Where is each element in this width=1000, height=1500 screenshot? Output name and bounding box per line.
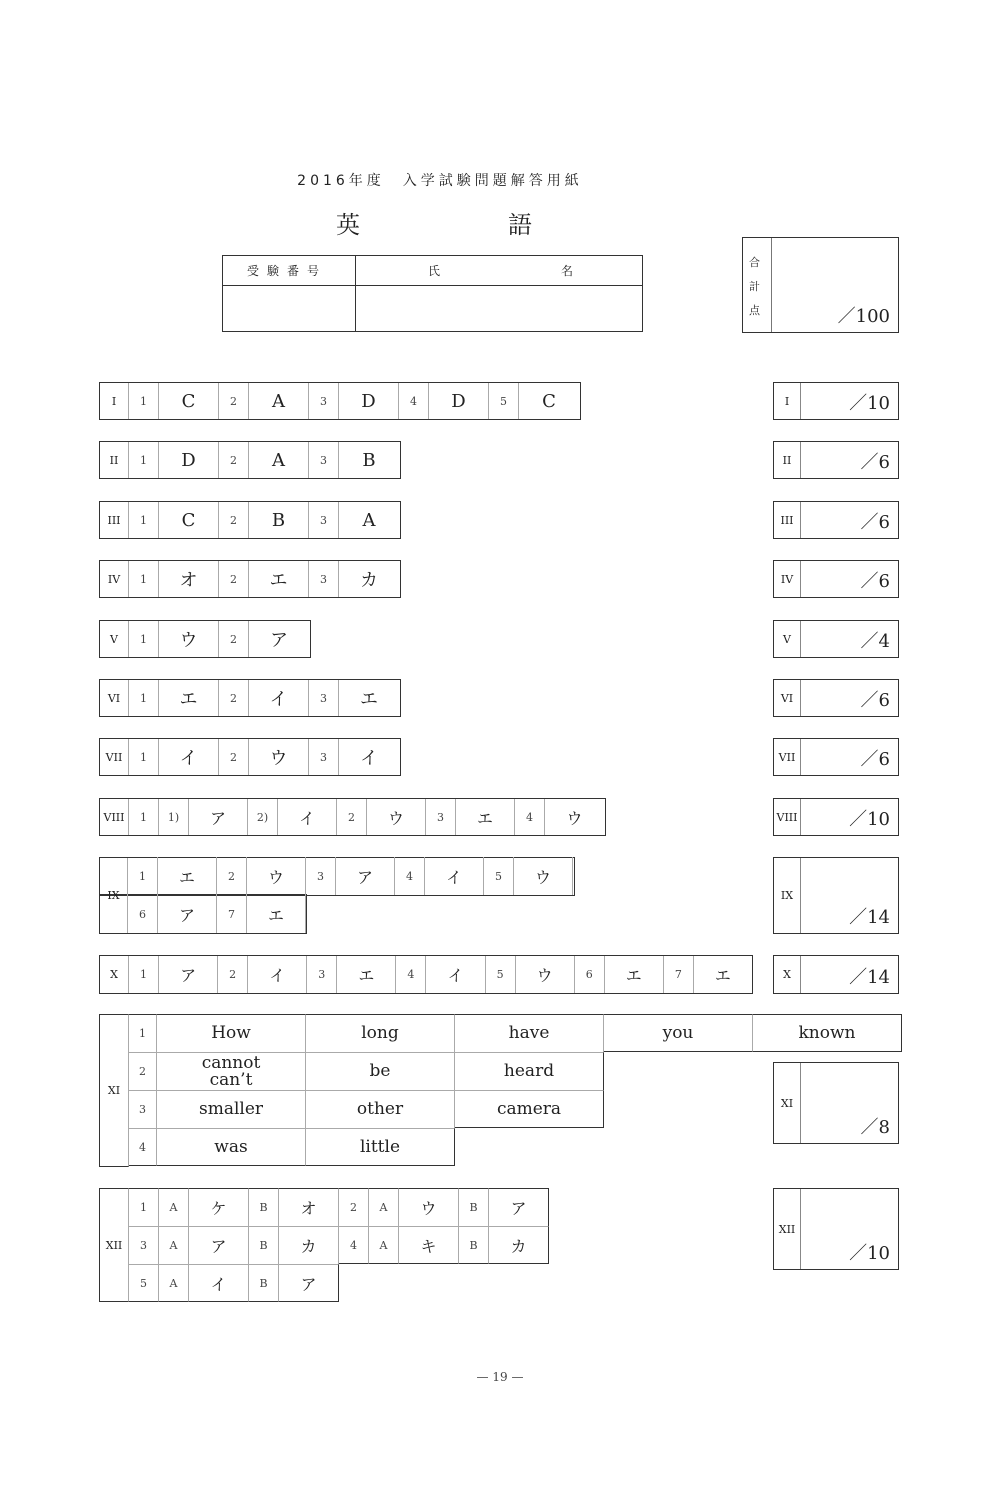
question-number: 3 — [129, 1226, 159, 1264]
blank-letter: B — [249, 1264, 279, 1302]
question-number: 5 — [129, 1264, 159, 1302]
answer-cell[interactable]: エ — [360, 689, 378, 710]
score-box-vii — [773, 738, 899, 776]
answer-cell[interactable]: D — [339, 383, 399, 419]
section-score: ／10 — [849, 393, 890, 414]
score-box-divider — [800, 1063, 801, 1143]
answer-cell[interactable]: エ — [456, 799, 515, 835]
answer-cell[interactable]: A — [249, 442, 309, 478]
section-score: ／6 — [860, 749, 890, 770]
section-label: II — [782, 453, 792, 467]
question-number: 1 — [129, 956, 159, 993]
section-label: IV — [100, 561, 129, 597]
score-box-divider — [800, 956, 801, 993]
score-box-x — [773, 955, 899, 994]
question-number: 3 — [309, 442, 339, 478]
answer-cell[interactable]: イ — [248, 956, 307, 993]
answer-cell[interactable]: エ — [337, 956, 396, 993]
answer-cell[interactable]: カ — [360, 570, 378, 591]
section-label: V — [783, 632, 791, 646]
answer-cell[interactable]: エ — [714, 966, 731, 985]
answer-row-i — [99, 382, 581, 420]
question-number: 2 — [218, 956, 248, 993]
answer-row-iii — [99, 501, 401, 539]
subject-char-1: 英 — [336, 211, 360, 239]
score-box-divider — [800, 799, 801, 835]
word-answer-cell[interactable]: have — [455, 1014, 604, 1052]
answer-cell[interactable]: ア — [279, 1264, 339, 1302]
section-score: ／14 — [849, 967, 890, 988]
section-score: ／6 — [860, 571, 890, 592]
answer-cell[interactable]: ウ — [247, 857, 306, 895]
word-answer-cell[interactable]: other — [306, 1090, 455, 1128]
total-label-1: 合 — [749, 256, 760, 269]
answer-cell[interactable]: A — [249, 383, 309, 419]
blank-letter: A — [159, 1188, 189, 1226]
section-label: X — [783, 968, 791, 981]
answer-cell[interactable]: イ — [360, 748, 378, 769]
exam-number-field[interactable] — [223, 286, 354, 331]
question-number: 4 — [395, 857, 425, 895]
section-label: I — [784, 394, 790, 408]
answer-cell[interactable]: エ — [605, 956, 664, 993]
score-box-divider — [800, 1189, 801, 1269]
score-box-divider — [800, 383, 801, 419]
section-label: III — [100, 502, 129, 538]
answer-row-viii — [99, 798, 606, 836]
question-number: 3 — [309, 502, 339, 538]
question-number: 3 — [309, 680, 339, 716]
word-answer-cell[interactable]: smaller — [157, 1090, 306, 1128]
total-label-3: 点 — [749, 304, 760, 317]
question-number: 2 — [217, 857, 247, 895]
answer-cell[interactable]: ウ — [159, 621, 219, 657]
blank-letter: A — [159, 1264, 189, 1302]
answer-block-ix — [99, 857, 575, 934]
score-box-ix — [773, 857, 899, 934]
word-answer-cell[interactable]: cannot can’t — [157, 1052, 306, 1090]
question-number: 7 — [664, 956, 694, 993]
answer-cell[interactable]: D — [429, 383, 489, 419]
word-answer-cell[interactable]: known — [753, 1014, 902, 1052]
question-number: 7 — [217, 895, 247, 933]
question-number: 6 — [575, 956, 605, 993]
answer-cell[interactable]: ウ — [399, 1188, 459, 1226]
question-number: 1 — [129, 739, 159, 775]
score-box-xi — [773, 1062, 899, 1144]
answer-row-ii — [99, 441, 401, 479]
total-score-box — [742, 237, 899, 333]
answer-row-vi — [99, 679, 401, 717]
score-box-divider — [800, 680, 801, 716]
answer-cell[interactable]: C — [159, 502, 219, 538]
section-label: X — [100, 956, 129, 993]
question-number: 2 — [129, 1052, 157, 1090]
word-answer-cell[interactable]: long — [306, 1014, 455, 1052]
section-label: I — [100, 383, 129, 419]
question-number: 2 — [219, 502, 249, 538]
question-number: 1 — [129, 680, 159, 716]
question-number: 6 — [128, 895, 158, 933]
examinee-info-table — [222, 255, 643, 332]
question-number: 2 — [219, 621, 249, 657]
answer-cell[interactable]: カ — [279, 1226, 339, 1264]
answer-cell[interactable]: エ — [249, 561, 309, 597]
word-answer-cell[interactable]: be — [306, 1052, 455, 1090]
sheet-title: 2016年度 入学試験問題解答用紙 — [297, 173, 583, 189]
question-number: 1 — [129, 621, 159, 657]
question-number: 3 — [309, 561, 339, 597]
answer-cell[interactable]: ア — [336, 857, 395, 895]
answer-cell[interactable]: オ — [159, 561, 219, 597]
score-box-v — [773, 620, 899, 658]
answer-cell[interactable]: ア — [158, 895, 217, 933]
question-number: 3 — [306, 857, 336, 895]
name-field[interactable] — [356, 286, 642, 331]
question-number: 3 — [307, 956, 337, 993]
question-number: 4 — [339, 1226, 369, 1264]
blank-letter: A — [369, 1188, 399, 1226]
blank-letter: A — [369, 1226, 399, 1264]
total-label-2: 計 — [749, 280, 760, 293]
answer-cell[interactable]: ウ — [514, 857, 573, 895]
section-label: VII — [100, 739, 129, 775]
answer-cell[interactable]: C — [159, 383, 219, 419]
section-label: IX — [780, 889, 794, 902]
score-box-i — [773, 382, 899, 420]
word-answer-cell[interactable]: How — [157, 1014, 306, 1052]
score-box-xii — [773, 1188, 899, 1270]
answer-cell[interactable]: ア — [189, 799, 248, 835]
question-number: 1 — [128, 857, 158, 895]
section-label: XII — [778, 1222, 796, 1236]
answer-cell[interactable]: ウ — [367, 799, 426, 835]
section-label: II — [100, 442, 129, 478]
question-number: 4 — [515, 799, 545, 835]
question-number: 5 — [486, 956, 516, 993]
section-score: ／6 — [860, 512, 890, 533]
answer-row-vii — [99, 738, 401, 776]
answer-row-x — [99, 955, 753, 994]
answer-row-iv — [99, 560, 401, 598]
question-number: 4 — [129, 1128, 157, 1166]
question-number: 2 — [219, 442, 249, 478]
answer-cell[interactable]: ア — [159, 956, 218, 993]
section-label: VIII — [100, 799, 129, 835]
score-box-iv — [773, 560, 899, 598]
score-box-divider — [800, 502, 801, 538]
question-number: 4 — [399, 383, 429, 419]
answer-cell[interactable]: エ — [247, 895, 306, 933]
score-box-ii — [773, 441, 899, 479]
exam-number-label: 受験番号 — [247, 264, 328, 278]
section-label: V — [100, 621, 129, 657]
answer-cell[interactable]: エ — [158, 857, 217, 895]
question-number: 4 — [396, 956, 426, 993]
section-score: ／10 — [849, 1243, 890, 1264]
section-score: ／4 — [860, 631, 890, 652]
answer-cell[interactable]: イ — [426, 956, 485, 993]
answer-row-v — [99, 620, 311, 658]
section-label: XI — [780, 1096, 794, 1110]
score-box-vi — [773, 679, 899, 717]
question-number: 1 — [129, 502, 159, 538]
question-number: 2 — [219, 383, 249, 419]
question-number: 3 — [309, 383, 339, 419]
score-box-divider — [800, 739, 801, 775]
answer-block-xii — [99, 1188, 669, 1302]
answer-cell[interactable]: B — [362, 449, 376, 471]
answer-cell[interactable]: カ — [489, 1226, 549, 1264]
score-box-divider — [800, 561, 801, 597]
question-number: 2 — [339, 1188, 369, 1226]
section-label: XII — [99, 1188, 129, 1302]
question-number: 1 — [129, 561, 159, 597]
blank-letter: B — [249, 1226, 279, 1264]
answer-cell[interactable]: イ — [278, 799, 337, 835]
word-answer-cell[interactable]: little — [306, 1128, 455, 1166]
section-score: ／10 — [849, 809, 890, 830]
name-label-2: 名 — [561, 264, 582, 278]
question-number: 3 — [129, 1090, 157, 1128]
question-number: 5 — [489, 383, 519, 419]
blank-letter: B — [459, 1188, 489, 1226]
blank-letter: A — [159, 1226, 189, 1264]
score-box-viii — [773, 798, 899, 836]
section-label: VI — [100, 680, 129, 716]
word-answer-cell[interactable]: you — [604, 1014, 753, 1052]
word-answer-cell[interactable]: was — [157, 1128, 306, 1166]
score-box-divider — [800, 858, 801, 933]
question-number: 5 — [484, 857, 514, 895]
answer-cell[interactable]: ア — [189, 1226, 249, 1264]
question-number: 1 — [129, 442, 159, 478]
answer-cell[interactable]: ア — [270, 630, 288, 651]
section-label: IX — [100, 858, 128, 933]
answer-cell[interactable]: イ — [189, 1264, 249, 1302]
name-label-1: 氏 — [428, 264, 449, 278]
section-score: ／6 — [860, 452, 890, 473]
section-label: XI — [99, 1014, 129, 1167]
section-score: ／14 — [849, 907, 890, 928]
blank-letter: B — [459, 1226, 489, 1264]
section-score: ／6 — [860, 690, 890, 711]
question-number: 1 — [129, 383, 159, 419]
question-number: 1 — [129, 1188, 159, 1226]
section-score: ／8 — [860, 1117, 890, 1138]
answer-cell[interactable]: C — [542, 390, 556, 412]
answer-cell[interactable]: キ — [399, 1226, 459, 1264]
question-number: 1 — [129, 799, 159, 835]
score-box-iii — [773, 501, 899, 539]
question-number: 2) — [248, 799, 278, 835]
section-label: VII — [778, 750, 796, 764]
answer-cell[interactable]: イ — [159, 739, 219, 775]
answer-cell[interactable]: A — [362, 509, 376, 531]
question-number: 3 — [309, 739, 339, 775]
answer-cell[interactable]: イ — [425, 857, 484, 895]
section-label: VI — [780, 691, 794, 705]
answer-cell[interactable]: ウ — [249, 739, 309, 775]
answer-cell[interactable]: エ — [159, 680, 219, 716]
question-number: 3 — [426, 799, 456, 835]
word-answer-cell[interactable]: heard — [455, 1052, 604, 1090]
question-number: 2 — [219, 739, 249, 775]
score-box-divider — [800, 621, 801, 657]
question-number: 2 — [219, 561, 249, 597]
page-number: — 19 — — [476, 1370, 524, 1384]
blank-letter: B — [249, 1188, 279, 1226]
answer-cell[interactable]: ア — [489, 1188, 549, 1226]
question-number: 1 — [129, 1014, 157, 1052]
question-number: 2 — [337, 799, 367, 835]
answer-cell[interactable]: オ — [279, 1188, 339, 1226]
total-score: ／100 — [837, 306, 890, 327]
section-label: III — [780, 513, 794, 527]
word-answer-cell[interactable]: camera — [455, 1090, 604, 1128]
score-box-divider — [800, 442, 801, 478]
answer-cell[interactable]: ウ — [516, 956, 575, 993]
question-number: 1) — [159, 799, 189, 835]
answer-cell[interactable]: イ — [249, 680, 309, 716]
answer-cell[interactable]: ウ — [566, 808, 583, 828]
section-label: IV — [780, 572, 794, 586]
subject-char-2: 語 — [508, 211, 532, 239]
answer-cell[interactable]: B — [249, 502, 309, 538]
question-number: 2 — [219, 680, 249, 716]
answer-cell[interactable]: D — [159, 442, 219, 478]
answer-cell[interactable]: ケ — [189, 1188, 249, 1226]
section-label: VIII — [776, 810, 798, 824]
